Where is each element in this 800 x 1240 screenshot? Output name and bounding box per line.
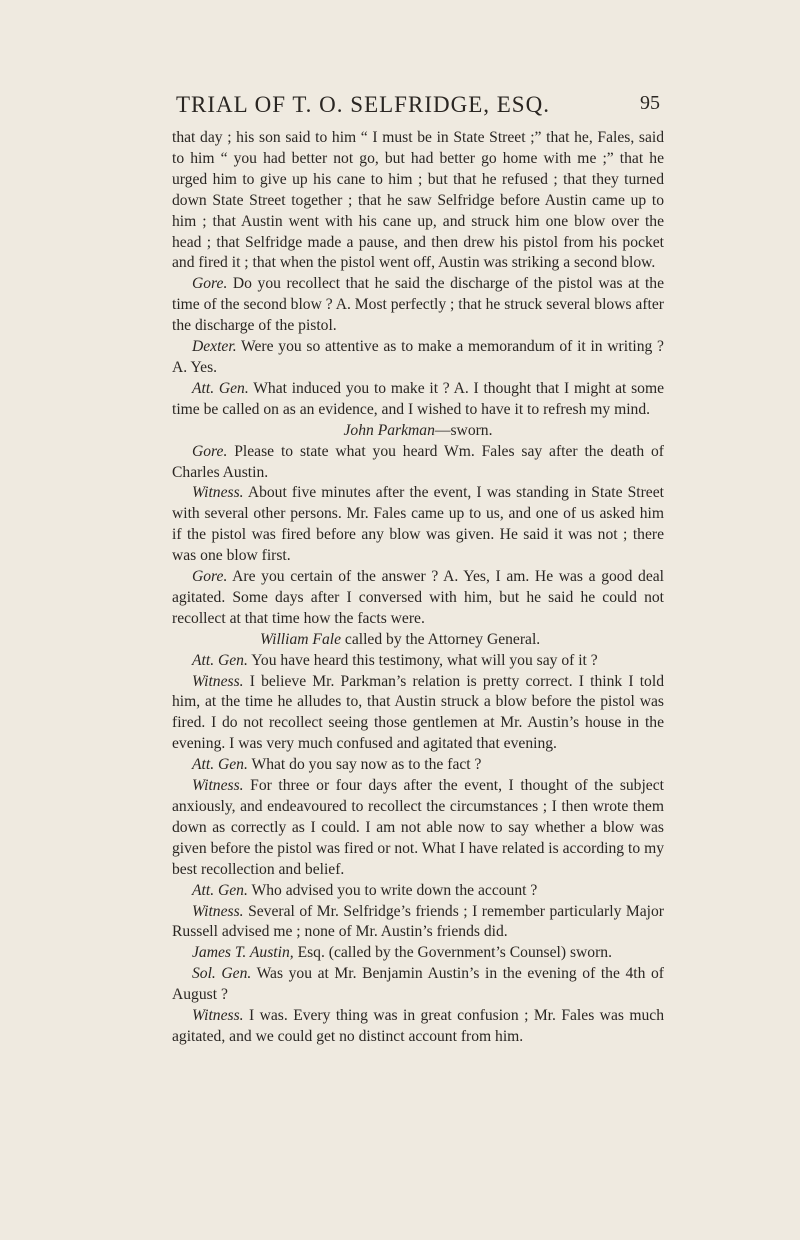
speaker-label: Sol. Gen. [192,965,252,983]
speaker-label: Witness. [192,777,244,795]
testimony-paragraph [172,881,664,902]
speaker-label: James T. Austin, [192,944,294,962]
testimony-paragraph [172,943,664,964]
testimony-paragraph [172,274,664,337]
speaker-label: Gore. [192,568,228,586]
paragraph-text: Several of Mr. Selfridge’s friends ; I remember particularly Major Russell advised me ; none of Mr. Austin’s friends did. [172,902,664,941]
speaker-label: Att. Gen. [192,756,248,774]
testimony-paragraph [172,902,664,944]
testimony-paragraph [172,442,664,484]
paragraph-text: You have heard this testimony, what will you say of it ? [251,651,598,669]
speaker-label: Gore. [192,275,228,293]
testimony-paragraph [172,755,664,776]
witness-name: William Fale [260,630,341,648]
paragraph-text: Esq. (called by the Government’s Counsel) sworn. [297,944,612,962]
speaker-label: Witness. [192,1007,244,1025]
speaker-label: Gore. [192,442,228,460]
witness-sworn-line [172,421,664,442]
paragraph-text: I was. Every thing was in great confusion ; Mr. Fales was much agitated, and we could get no distinct account from him. [172,1007,664,1045]
speaker-label: Witness. [192,484,244,502]
body-text [172,128,664,1048]
paragraph-text: Please to state what you heard Wm. Fales say after the death of Charles Austin. [172,442,664,481]
witness-name: John Parkman [343,421,435,439]
paragraph-text: What induced you to make it ? A. I thought that I might at some time be called on as an evidence, and I wished to have it to refresh my mind. [172,379,664,418]
testimony-paragraph [172,1006,664,1048]
testimony-paragraph [172,651,664,672]
page-header [170,92,660,120]
testimony-paragraph [172,672,664,756]
called-text: called by the Attorney General. [344,630,541,648]
speaker-label: Dexter. [192,338,237,356]
paragraph-text: Do you recollect that he said the discharge of the pistol was at the time of the second blow ? A. Most perfectly ; that he struck several blows after the discharge of the pistol. [172,275,664,335]
witness-called-line [172,630,664,651]
speaker-label: Att. Gen. [192,379,249,397]
testimony-paragraph [172,964,664,1006]
paragraph-text: Was you at Mr. Benjamin Austin’s in the evening of the 4th of August ? [172,965,664,1004]
paragraph-text: Who advised you to write down the account ? [251,881,538,899]
testimony-paragraph [172,337,664,379]
paragraph-text: Were you so attentive as to make a memorandum of it in writing ? A. Yes. [172,338,664,376]
testimony-paragraph [172,483,664,567]
paragraph-text: For three or four days after the event, I thought of the subject anxiously, and endeavoured to recollect the circumstances ; I then wrote them down as correctly as I could. I am not able now to say whether a blow was given before the pistol was fired or not. What I have related is according to my best recollection and belief. [172,777,664,878]
paragraph-text: I believe Mr. Parkman’s relation is pretty correct. I think I told him, at the time he alludes to, that Austin struck a blow before the pistol was fired. I do not recollect seeing those gentlemen at Mr. Austin’s house in the evening. I was very much confused and agitated that evening. [172,672,664,753]
speaker-label: Att. Gen. [192,651,248,669]
paragraph-text: Are you certain of the answer ? A. Yes, I am. He was a good deal agitated. Some days after I conversed with him, but he said he could not recollect at that time how the facts were. [172,568,664,627]
sworn-text: —sworn. [434,421,493,439]
speaker-label: Witness. [192,902,244,920]
testimony-paragraph [172,776,664,881]
testimony-paragraph [172,567,664,630]
running-title: TRIAL OF T. O. SELFRIDGE, ESQ. [176,92,550,117]
paragraph-text: that day ; his son said to him “ I must be in State Street ;” that he, Fales, said to him “ you had better not go, but had better go home with me ;” that he urged him to give up his cane to him ; but that he refused ; that they turned down State Street together ; that he saw Selfridge before Austin came up to him ; that Austin went with his cane up, and struck him one blow over the head ; that Selfridge made a pause, and then drew his pistol from his pocket and fired it ; that when the pistol went off, Austin was striking a second blow. [172,129,664,272]
testimony-paragraph [172,128,664,274]
speaker-label: Att. Gen. [192,881,248,899]
speaker-label: Witness. [192,672,244,690]
paragraph-text: About five minutes after the event, I was standing in State Street with several other persons. Mr. Fales came up to us, and one of us asked him if the pistol was fired before any blow was given. He said it was not ; there was one blow first. [172,484,664,565]
testimony-paragraph [172,379,664,421]
page-number: 95 [640,92,660,114]
paragraph-text: What do you say now as to the fact ? [251,756,482,774]
